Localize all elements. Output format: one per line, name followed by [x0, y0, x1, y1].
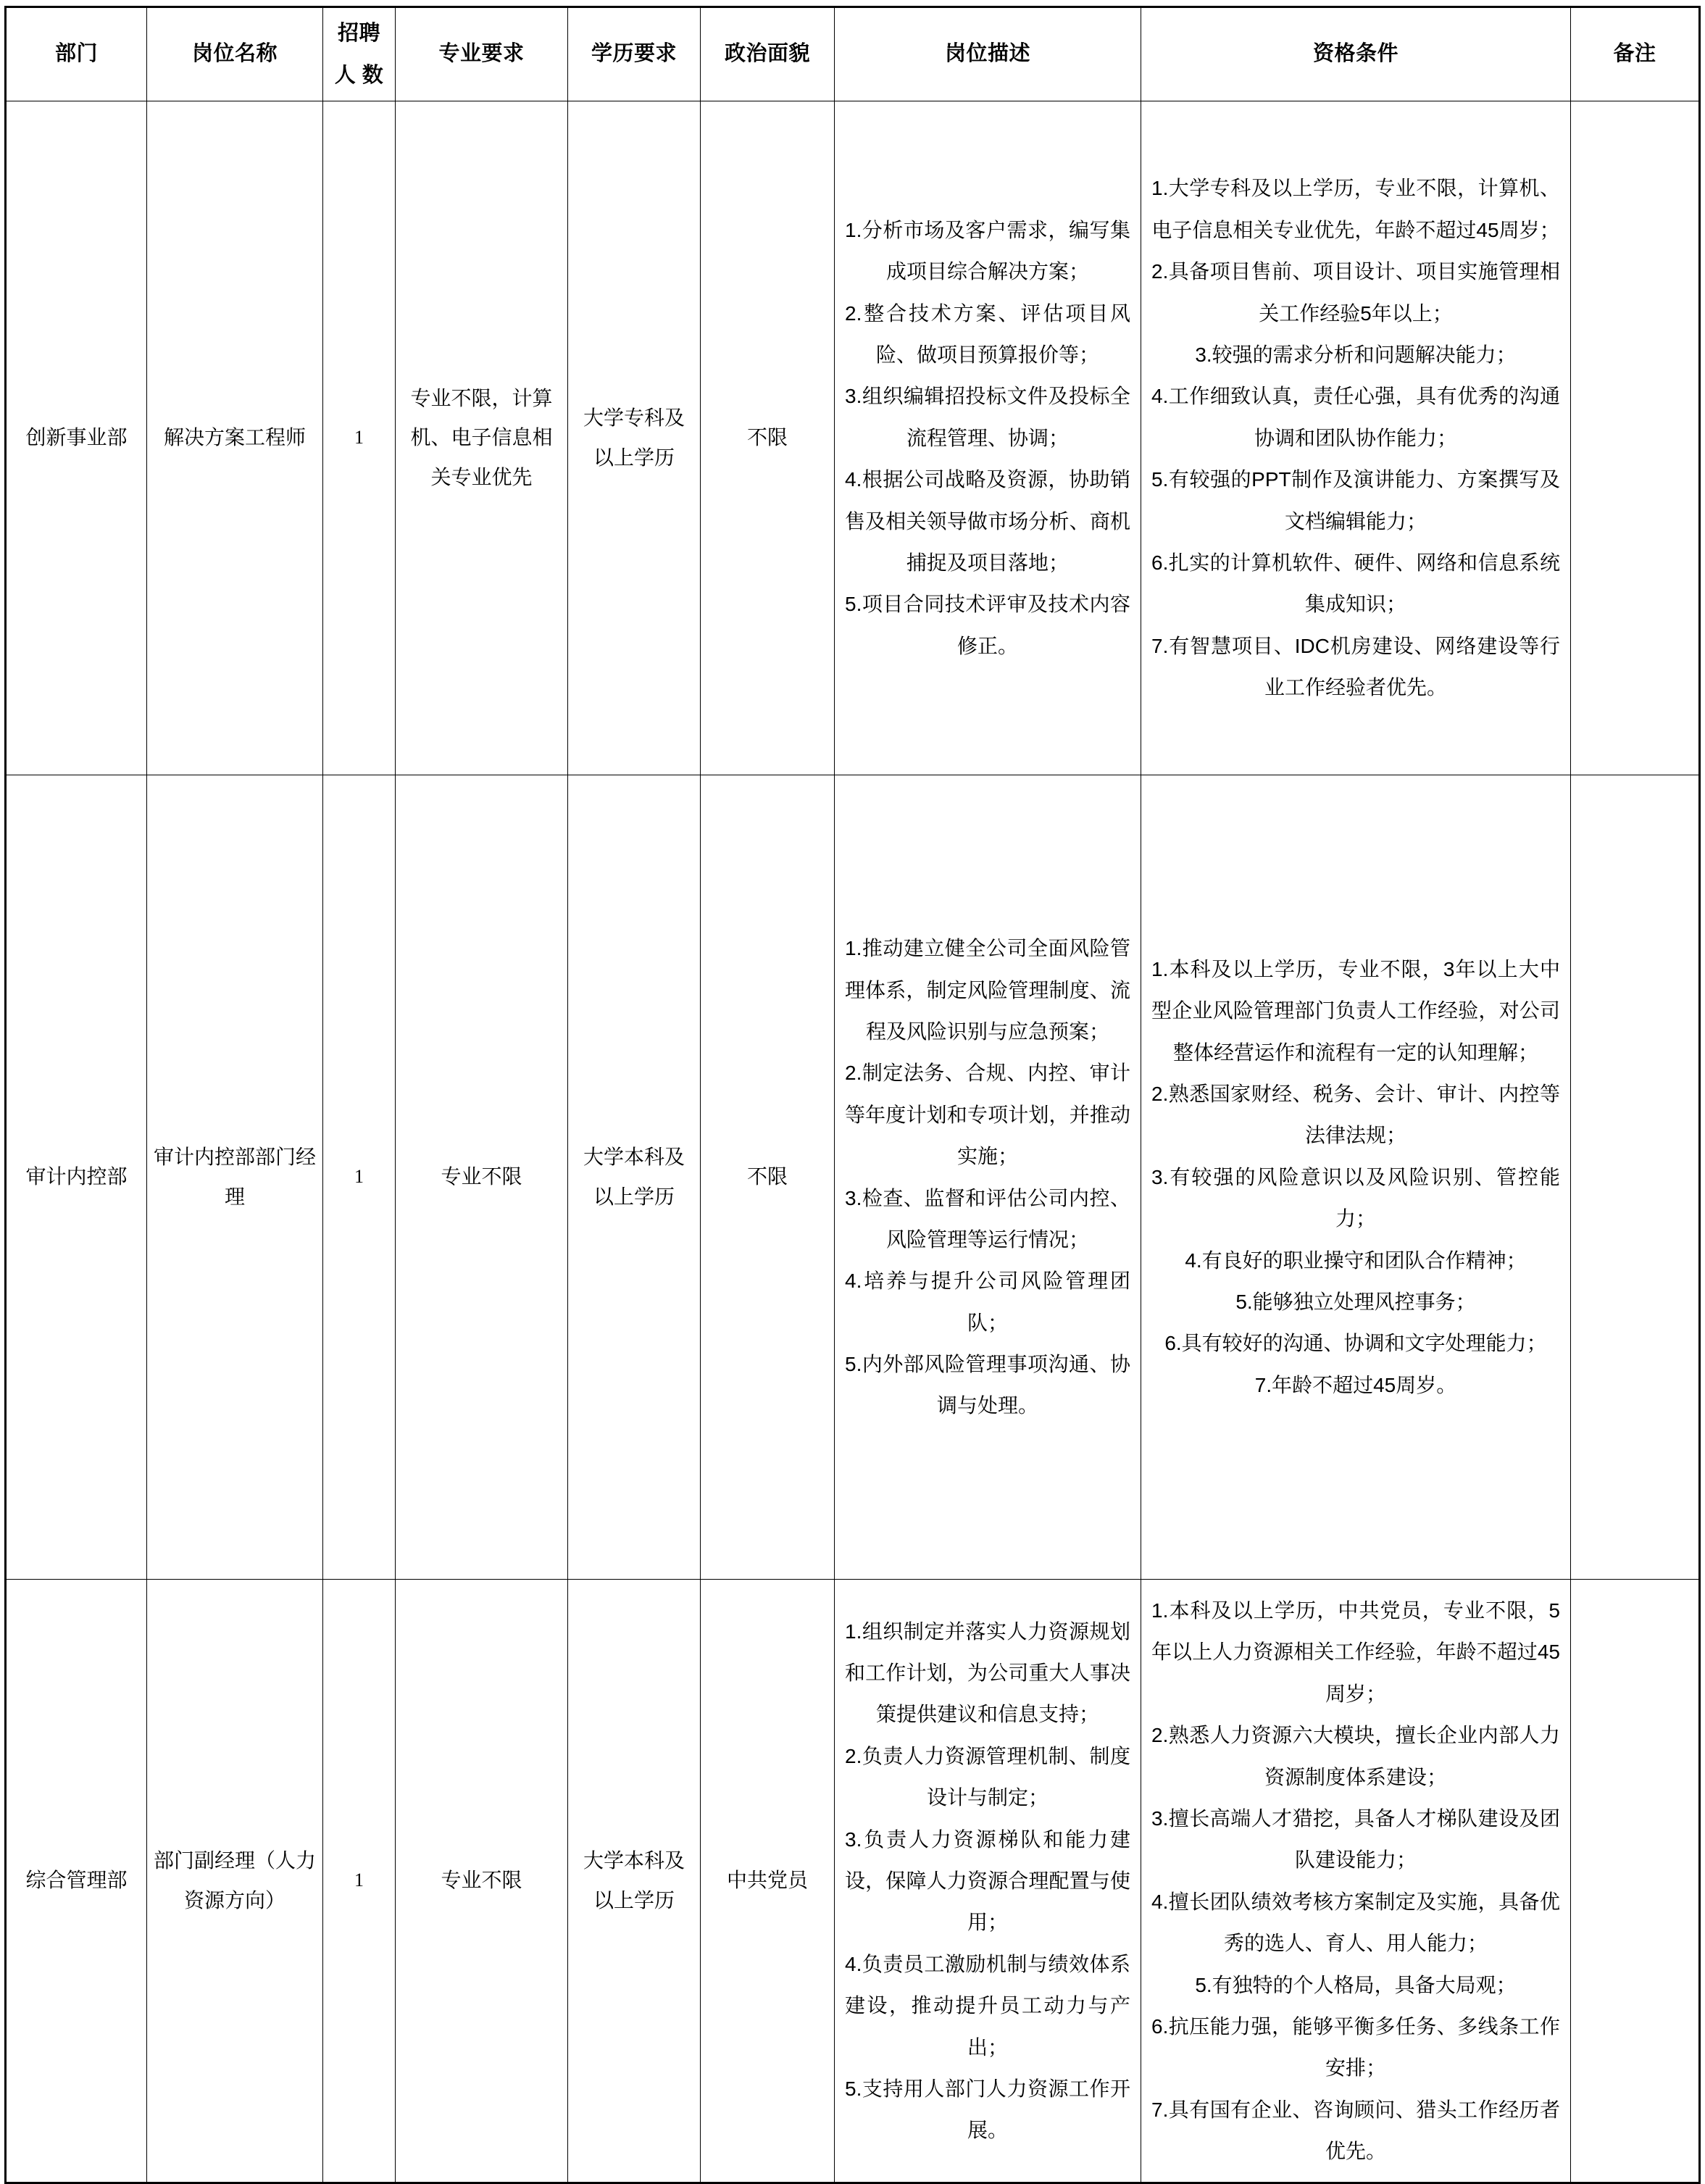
- recruitment-table: [4, 6, 1701, 2184]
- cell-qualifications-list: [1151, 949, 1560, 1406]
- list-item: 3.组织编辑招投标文件及投标全流程管理、协调；: [845, 385, 1130, 449]
- cell-department: 综合管理部: [6, 1580, 147, 2183]
- list-item: 1.分析市场及客户需求，编写集成项目综合解决方案；: [845, 218, 1130, 283]
- cell-duties-list: [845, 209, 1130, 667]
- list-item: 2.负责人力资源管理机制、制度设计与制定；: [845, 1744, 1130, 1809]
- column-header-education: 学历要求: [568, 7, 701, 101]
- column-header-major: 专业要求: [396, 7, 568, 101]
- cell-political: 不限: [701, 101, 835, 775]
- cell-qualifications: [1141, 101, 1571, 775]
- column-header-position-name: 岗位名称: [147, 7, 323, 101]
- cell-department: 创新事业部: [6, 101, 147, 775]
- cell-qualifications-list: [1151, 1590, 1560, 2172]
- cell-qualifications: [1141, 775, 1571, 1580]
- cell-position-name: 部门副经理（人力资源方向）: [147, 1580, 323, 2183]
- list-item: 3.较强的需求分析和问题解决能力；: [1195, 343, 1517, 367]
- cell-headcount: 1: [323, 1580, 396, 2183]
- list-item: 2.整合技术方案、评估项目风险、做项目预算报价等；: [845, 301, 1130, 367]
- list-item: 7.具有国有企业、咨询顾问、猎头工作经历者优先。: [1151, 2098, 1560, 2163]
- table-row: [6, 775, 1700, 1580]
- list-item: 2.具备项目售前、项目设计、项目实施管理相关工作经验5年以上；: [1151, 260, 1560, 325]
- list-item: 5.项目合同技术评审及技术内容修正。: [845, 593, 1130, 657]
- cell-duties: [835, 101, 1141, 775]
- list-item: 5.有独特的个人格局，具备大局观；: [1195, 1973, 1517, 1996]
- cell-qualifications-list: [1151, 167, 1560, 708]
- cell-major: 专业不限: [396, 775, 568, 1580]
- list-item: 1.本科及以上学历，中共党员，专业不限，5年以上人力资源相关工作经验，年龄不超过45周岁；: [1151, 1599, 1560, 1705]
- list-item: 3.擅长高端人才猎挖，具备人才梯队建设及团队建设能力；: [1151, 1806, 1560, 1872]
- list-item: 4.根据公司战略及资源，协助销售及相关领导做市场分析、商机捕捉及项目落地；: [845, 468, 1130, 574]
- list-item: 5.有较强的PPT制作及演讲能力、方案撰写及文档编辑能力；: [1151, 468, 1560, 533]
- list-item: 1.本科及以上学历，专业不限，3年以上大中型企业风险管理部门负责人工作经验，对公司整体经营运作和流程有一定的认知理解；: [1151, 957, 1560, 1064]
- cell-duties-list: [845, 1611, 1130, 2151]
- cell-major: 专业不限: [396, 1580, 568, 2183]
- list-item: 3.负责人力资源梯队和能力建设，保障人力资源合理配置与使用；: [845, 1827, 1130, 1934]
- list-item: 2.熟悉国家财经、税务、会计、审计、内控等法律法规；: [1151, 1083, 1560, 1147]
- list-item: 7.年龄不超过45周岁。: [1254, 1373, 1457, 1396]
- cell-position-name: 解决方案工程师: [147, 101, 323, 775]
- cell-duties: [835, 1580, 1141, 2183]
- list-item: 7.有智慧项目、IDC机房建设、网络建设等行业工作经验者优先。: [1151, 634, 1560, 699]
- list-item: 5.内外部风险管理事项沟通、协调与处理。: [845, 1353, 1130, 1417]
- cell-education: 大学专科及以上学历: [568, 101, 701, 775]
- cell-department: 审计内控部: [6, 775, 147, 1580]
- column-header-remark: 备注: [1571, 7, 1700, 101]
- cell-remark: [1571, 1580, 1700, 2183]
- column-header-duties: 岗位描述: [835, 7, 1141, 101]
- list-item: 1.大学专科及以上学历，专业不限，计算机、电子信息相关专业优先，年龄不超过45周岁；: [1151, 177, 1560, 241]
- list-item: 1.组织制定并落实人力资源规划和工作计划，为公司重大人事决策提供建议和信息支持；: [845, 1620, 1130, 1726]
- list-item: 6.扎实的计算机软件、硬件、网络和信息系统集成知识；: [1151, 551, 1560, 616]
- cell-headcount: 1: [323, 101, 396, 775]
- cell-remark: [1571, 775, 1700, 1580]
- list-item: 4.有良好的职业操守和团队合作精神；: [1185, 1249, 1527, 1272]
- column-header-qualifications: 资格条件: [1141, 7, 1571, 101]
- cell-political: 不限: [701, 775, 835, 1580]
- cell-position-name: 审计内控部部门经理: [147, 775, 323, 1580]
- column-header-political: 政治面貌: [701, 7, 835, 101]
- list-item: 3.检查、监督和评估公司内控、风险管理等运行情况；: [845, 1186, 1130, 1251]
- headcount-header-line-2: 数: [362, 64, 384, 87]
- list-item: 4.负责员工激励机制与绩效体系建设，推动提升员工动力与产出；: [845, 1952, 1130, 2059]
- list-item: 5.支持用人部门人力资源工作开展。: [845, 2077, 1130, 2142]
- column-header-department: 部门: [6, 7, 147, 101]
- list-item: 4.工作细致认真，责任心强，具有优秀的沟通协调和团队协作能力；: [1151, 385, 1560, 449]
- cell-education: 大学本科及以上学历: [568, 1580, 701, 2183]
- list-item: 6.具有较好的沟通、协调和文字处理能力；: [1164, 1332, 1547, 1355]
- list-item: 2.制定法务、合规、内控、审计等年度计划和专项计划，并推动实施；: [845, 1062, 1130, 1168]
- list-item: 2.熟悉人力资源六大模块，擅长企业内部人力资源制度体系建设；: [1151, 1724, 1560, 1788]
- cell-duties-list: [845, 928, 1130, 1427]
- cell-duties: [835, 775, 1141, 1580]
- cell-political: 中共党员: [701, 1580, 835, 2183]
- list-item: 4.培养与提升公司风险管理团队；: [845, 1270, 1130, 1334]
- table-row: [6, 1580, 1700, 2183]
- list-item: 5.能够独立处理风控事务；: [1235, 1290, 1476, 1313]
- headcount-header-line-1: 招聘人: [334, 22, 380, 87]
- column-header-headcount: [323, 7, 396, 101]
- table-body: [6, 101, 1700, 2183]
- list-item: 1.推动建立健全公司全面风险管理体系，制定风险管理制度、流程及风险识别与应急预案；: [845, 937, 1130, 1043]
- cell-qualifications: [1141, 1580, 1571, 2183]
- list-item: 6.抗压能力强，能够平衡多任务、多线条工作安排；: [1151, 2014, 1560, 2080]
- table-header: [6, 7, 1700, 101]
- cell-education: 大学本科及以上学历: [568, 775, 701, 1580]
- list-item: 3.有较强的风险意识以及风险识别、管控能力；: [1151, 1165, 1560, 1230]
- cell-major: 专业不限，计算机、电子信息相关专业优先: [396, 101, 568, 775]
- header-row: [6, 7, 1700, 101]
- list-item: 4.擅长团队绩效考核方案制定及实施，具备优秀的选人、育人、用人能力；: [1151, 1890, 1560, 1955]
- table-row: [6, 101, 1700, 775]
- cell-headcount: 1: [323, 775, 396, 1580]
- cell-remark: [1571, 101, 1700, 775]
